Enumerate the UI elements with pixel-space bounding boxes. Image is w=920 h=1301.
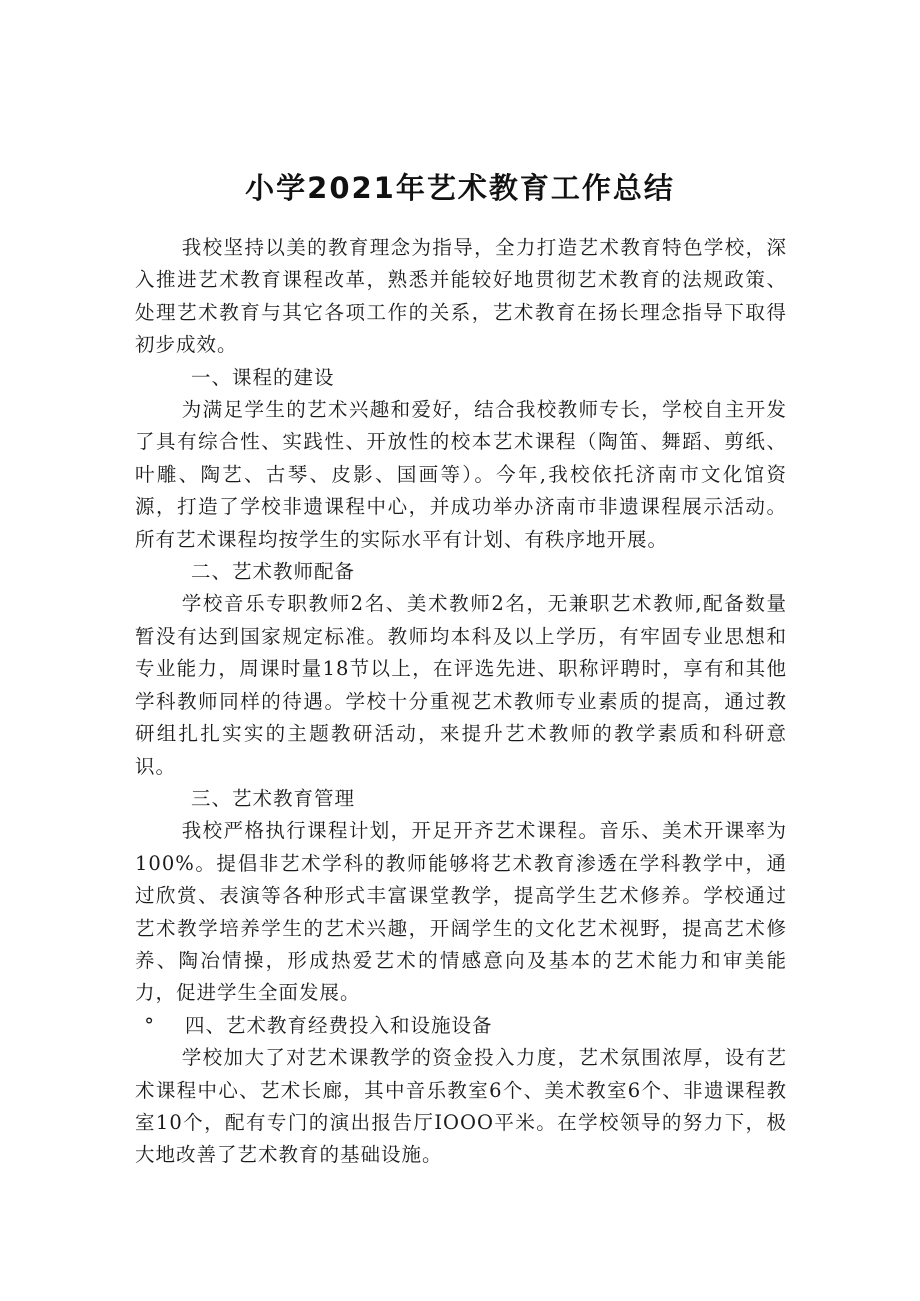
- section-heading-funding: 四、艺术教育经费投入和设施设备: [185, 1013, 493, 1037]
- section-paragraph-curriculum: 为满足学生的艺术兴趣和爱好，结合我校教师专长，学校自主开发了具有综合性、实践性、开放性的校本艺术课程（陶笛、舞蹈、剪纸、叶雕、陶艺、古琴、皮影、国画等）。今年,我校依托济南市文化馆资源，打造了学校非遗课程中心，并成功举办济南市非遗课程展示活动。所有艺术课程均按学生的实际水平有计划、有秩序地开展。: [135, 398, 787, 551]
- section-paragraph-management: 我校严格执行课程计划，开足开齐艺术课程。音乐、美术开课率为100%。提倡非艺术学科的教师能够将艺术教育渗透在学科教学中，通过欣赏、表演等各种形式丰富课堂教学，提高学生艺术修养。学校通过艺术教学培养学生的艺术兴趣，开阔学生的文化艺术视野，提高艺术修养、陶冶情操，形成热爱艺术的情感意向及基本的艺术能力和审美能力，促进学生全面发展。: [135, 819, 787, 1005]
- degree-mark: °: [144, 1013, 155, 1037]
- section-heading-curriculum: 一、课程的建设: [191, 365, 335, 389]
- document-body: [135, 232, 787, 1172]
- section-paragraph-teachers: 学校音乐专职教师2名、美术教师2名，无兼职艺术教师,配备数量暂没有达到国家规定标准。教师均本科及以上学历，有牢固专业思想和专业能力，周课时量18节以上，在评选先进、职称评聘时，享有和其他学科教师同样的待遇。学校十分重视艺术教师专业素质的提高，通过教研组扎扎实实的主题教研活动，来提升艺术教师的教学素质和科研意识。: [135, 592, 787, 778]
- section-paragraph-funding: 学校加大了对艺术课教学的资金投入力度，艺术氛围浓厚，设有艺术课程中心、艺术长廊，其中音乐教室6个、美术教室6个、非遗课程教室10个，配有专门的演出报告厅IOOO平米。在学校领导的努力下，极大地改善了艺术教育的基础设施。: [135, 1046, 787, 1167]
- section-heading-management: 三、艺术教育管理: [191, 786, 356, 810]
- section-heading-teachers: 二、艺术教师配备: [191, 560, 356, 584]
- document-title: 小学2021年艺术教育工作总结: [245, 171, 675, 205]
- section-heading-funding-row: [135, 1010, 787, 1042]
- intro-paragraph: 我校坚持以美的教育理念为指导，全力打造艺术教育特色学校，深入推进艺术教育课程改革，熟悉并能较好地贯彻艺术教育的法规政策、处理艺术教育与其它各项工作的关系，艺术教育在扬长理念指导下取得初步成效。: [135, 236, 787, 357]
